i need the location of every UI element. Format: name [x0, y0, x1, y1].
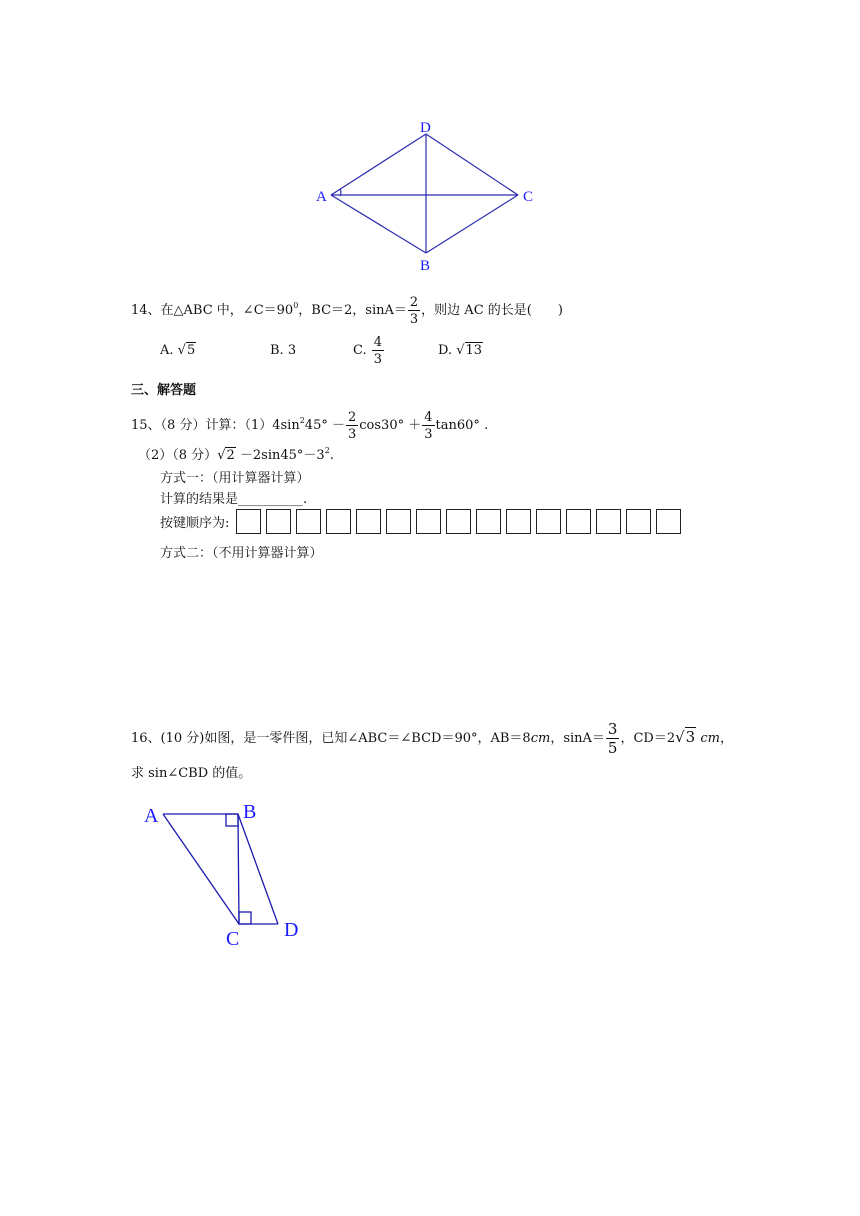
part-figure: [135, 795, 315, 955]
label-B: B: [420, 258, 431, 274]
option-a: A. √5: [160, 334, 270, 368]
key-box[interactable]: [416, 509, 441, 534]
option-b: B. 3: [270, 343, 297, 358]
right-angle-B: [226, 814, 238, 826]
q14-mid: ，BC＝2，sinA＝: [298, 303, 407, 318]
label-A: A: [144, 805, 159, 827]
edge-BD: [238, 814, 278, 924]
edge-DC: [426, 134, 518, 195]
key-box[interactable]: [626, 509, 651, 534]
label-C: C: [523, 189, 534, 205]
angle-mark-A: [340, 189, 341, 196]
result-line: 计算的结果是__________.: [160, 492, 308, 507]
label-D: D: [420, 120, 431, 136]
key-box[interactable]: [506, 509, 531, 534]
label-B: B: [243, 801, 257, 823]
key-box[interactable]: [656, 509, 681, 534]
q14-prefix: 14、在△ABC 中，∠C＝90: [131, 303, 294, 318]
label-D: D: [284, 919, 299, 941]
rhombus-figure: [300, 110, 560, 280]
key-box[interactable]: [476, 509, 501, 534]
key-box[interactable]: [386, 509, 411, 534]
question-16-line2: 求 sin∠CBD 的值。: [131, 766, 252, 781]
label-A: A: [316, 189, 327, 205]
q14-fraction: $\frac{2}{3}$: [409, 294, 419, 327]
section-title: 三、解答题: [131, 383, 197, 398]
edge-BC: [238, 814, 239, 924]
sqrt-symbol: √5: [177, 343, 196, 358]
key-box[interactable]: [236, 509, 261, 534]
question-16: 16、(10 分)如图，是一零件图，已知∠ABC＝∠BCD＝90°，AB＝8cm，sinA＝ $\frac{3}{5}$ ，CD＝2√3 cm，: [131, 714, 733, 762]
key-box[interactable]: [296, 509, 321, 534]
key-sequence: 按键顺序为:: [160, 509, 686, 534]
edge-AD: [331, 134, 426, 195]
key-box[interactable]: [536, 509, 561, 534]
sqrt-symbol: √13: [456, 343, 483, 358]
q14-suffix: ，则边 AC 的长是( ): [421, 303, 563, 318]
method-2: 方式二：（不用计算器计算）: [160, 546, 323, 561]
q15-fraction-2: $\frac{4}{3}$: [424, 409, 433, 442]
q16-fraction: $\frac{3}{5}$: [607, 719, 618, 757]
option-c: C. $\frac{4}{3}$: [353, 334, 383, 367]
question-15-part1: 15、（8 分）计算：$(1)4\sin^245^\circ$ － $\frac{2}{3}$ cos30° ＋ $\frac{4}{3}$ tan60° .: [131, 409, 489, 442]
right-angle-C: [239, 912, 251, 924]
sqrt-symbol: √2: [217, 448, 235, 463]
key-box[interactable]: [326, 509, 351, 534]
method-1: 方式一：（用计算器计算）: [160, 471, 310, 486]
option-d: D. √13: [438, 343, 483, 358]
q15-fraction-1: $\frac{2}{3}$: [348, 409, 357, 442]
key-box[interactable]: [596, 509, 621, 534]
key-box[interactable]: [356, 509, 381, 534]
question-15-part2: （2）（8 分）$√2 -2\sin 45^\circ-3^2$.: [138, 446, 334, 463]
label-C: C: [226, 928, 240, 950]
sqrt-symbol: √3: [675, 728, 696, 746]
key-boxes: [236, 509, 686, 534]
edge-AC: [163, 814, 239, 924]
edge-CB: [426, 195, 518, 253]
key-box[interactable]: [566, 509, 591, 534]
q14-options: [160, 334, 483, 368]
question-14: [131, 290, 563, 327]
edge-BA: [331, 195, 426, 253]
key-box[interactable]: [266, 509, 291, 534]
q14-deg: 0: [293, 301, 299, 310]
key-box[interactable]: [446, 509, 471, 534]
